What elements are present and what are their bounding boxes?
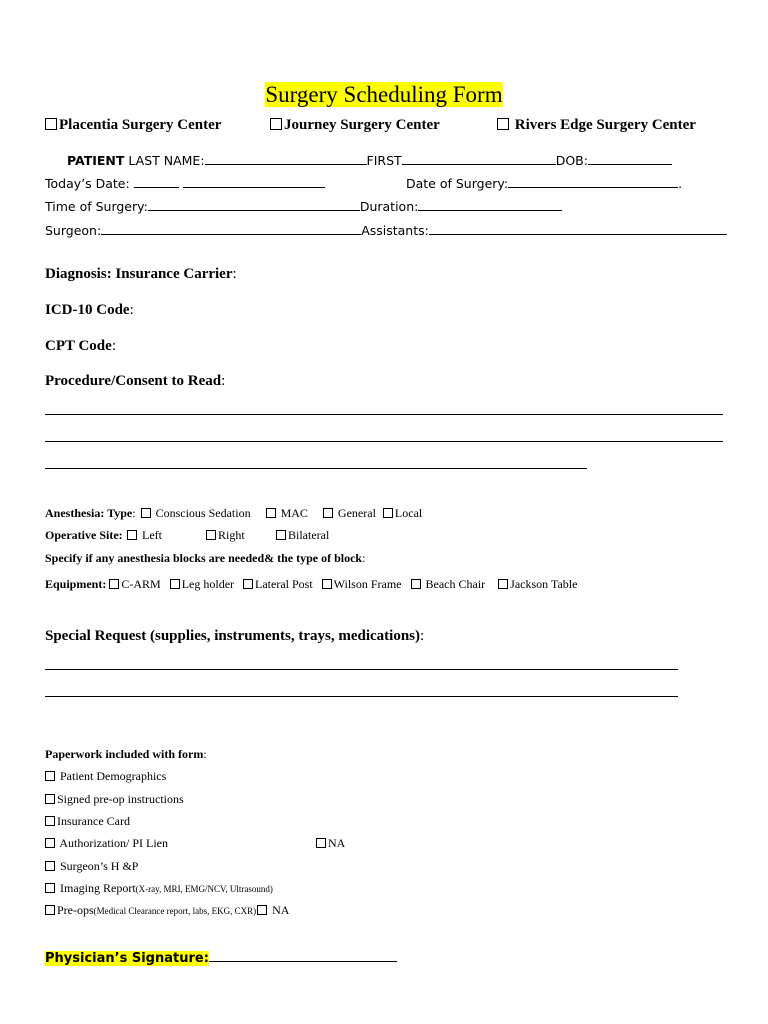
paperwork-heading: Paperwork included with form: xyxy=(45,747,207,761)
signature-field[interactable] xyxy=(209,960,397,962)
anesthesia-general[interactable]: General xyxy=(323,506,376,520)
todays-date-line xyxy=(134,186,179,188)
checkbox-icon[interactable] xyxy=(411,579,421,589)
special-request-line-2[interactable] xyxy=(45,696,678,697)
operative-site-bilateral[interactable]: Bilateral xyxy=(276,528,329,543)
surgeon-field[interactable] xyxy=(101,233,361,235)
anesthesia-local[interactable]: Local xyxy=(383,506,422,520)
procedure-row: Procedure/Consent to Read: xyxy=(45,373,226,389)
checkbox-icon[interactable] xyxy=(206,530,216,540)
paperwork-item[interactable]: Pre-ops(Medical Clearance report, labs, EKG, CXR) NA xyxy=(45,903,289,918)
operative-site-right[interactable]: Right xyxy=(206,528,245,543)
checkbox-icon[interactable] xyxy=(323,508,333,518)
checkbox-icon[interactable] xyxy=(141,508,151,518)
operative-site-row: Operative Site: xyxy=(45,528,123,542)
todays-date-row: Today’s Date: xyxy=(45,176,325,191)
equipment-c-arm[interactable]: C-ARM xyxy=(109,577,160,591)
equipment-beach-chair[interactable]: Beach Chair xyxy=(411,577,486,591)
checkbox-icon[interactable] xyxy=(45,883,55,893)
checkbox-icon[interactable] xyxy=(45,905,55,915)
equipment-leg-holder[interactable]: Leg holder xyxy=(170,577,234,591)
equipment-lateral-post[interactable]: Lateral Post xyxy=(243,577,313,591)
title-wrap xyxy=(0,82,768,108)
checkbox-icon[interactable] xyxy=(322,579,332,589)
checkbox-icon[interactable] xyxy=(127,530,137,540)
checkbox-icon[interactable] xyxy=(170,579,180,589)
date-of-surgery-field[interactable] xyxy=(508,186,678,188)
anesthesia-mac[interactable]: MAC xyxy=(266,506,308,520)
paperwork-item[interactable]: Insurance Card xyxy=(45,814,130,829)
cpt-row: CPT Code: xyxy=(45,338,116,354)
blocks-row: Specify if any anesthesia blocks are needed& the type of block: xyxy=(45,551,366,565)
paperwork-item[interactable]: Surgeon’s H &P xyxy=(45,859,138,874)
assistants-field[interactable] xyxy=(429,233,727,235)
center-placentia[interactable]: Placentia Surgery Center xyxy=(45,117,221,134)
checkbox-icon[interactable] xyxy=(45,861,55,871)
duration-field[interactable] xyxy=(418,209,562,211)
paperwork-item[interactable]: Imaging Report(X-ray, MRI, EMG/NCV, Ultrasound) xyxy=(45,881,273,896)
dob-field[interactable] xyxy=(588,163,672,165)
checkbox-icon[interactable] xyxy=(45,816,55,826)
signature-row: Physician’s Signature: xyxy=(45,951,397,966)
checkbox-icon[interactable] xyxy=(45,118,57,130)
diagnosis-row: Diagnosis: Insurance Carrier: xyxy=(45,266,237,282)
checkbox-icon[interactable] xyxy=(109,579,119,589)
last-name-field[interactable] xyxy=(205,163,367,165)
checkbox-icon[interactable] xyxy=(270,118,282,130)
special-request-line-1[interactable] xyxy=(45,669,678,670)
equipment-row: Equipment: C-ARM Leg holder Lateral Post Wilson Frame Beach Chair Jackson Table xyxy=(45,577,578,591)
procedure-line-3[interactable] xyxy=(45,468,587,469)
paperwork-na[interactable]: NA xyxy=(316,836,345,851)
page-title: Surgery Scheduling Form xyxy=(265,82,503,107)
paperwork-item[interactable]: Patient Demographics xyxy=(45,769,166,784)
procedure-line-1[interactable] xyxy=(45,414,723,415)
time-duration-row: Time of Surgery: Duration: xyxy=(45,199,562,214)
time-of-surgery-field[interactable] xyxy=(148,209,360,211)
checkbox-icon[interactable] xyxy=(498,579,508,589)
checkbox-icon[interactable] xyxy=(45,794,55,804)
checkbox-icon[interactable] xyxy=(45,838,55,848)
paperwork-item[interactable]: Signed pre-op instructions xyxy=(45,792,184,807)
equipment-wilson-frame[interactable]: Wilson Frame xyxy=(322,577,402,591)
date-of-surgery-row: Date of Surgery: . xyxy=(406,176,683,191)
procedure-line-2[interactable] xyxy=(45,441,723,442)
checkbox-icon[interactable] xyxy=(243,579,253,589)
todays-date-field[interactable] xyxy=(183,186,325,188)
checkbox-icon[interactable] xyxy=(497,118,509,130)
checkbox-icon[interactable] xyxy=(316,838,326,848)
checkbox-icon[interactable] xyxy=(257,905,267,915)
operative-site-left[interactable]: Left xyxy=(127,528,162,543)
center-rivers-edge[interactable]: Rivers Edge Surgery Center xyxy=(497,117,696,134)
icd-row: ICD-10 Code: xyxy=(45,302,134,318)
anesthesia-row: Anesthesia: Type: Conscious Sedation MAC General Local xyxy=(45,506,423,520)
checkbox-icon[interactable] xyxy=(266,508,276,518)
special-request-row: Special Request (supplies, instruments, trays, medications): xyxy=(45,628,425,644)
checkbox-icon[interactable] xyxy=(276,530,286,540)
surgeon-row: Surgeon: Assistants: xyxy=(45,223,727,238)
equipment-jackson-table[interactable]: Jackson Table xyxy=(498,577,577,591)
checkbox-icon[interactable] xyxy=(383,508,393,518)
paperwork-item[interactable]: Authorization/ PI Lien xyxy=(45,836,168,851)
center-journey[interactable]: Journey Surgery Center xyxy=(270,117,440,134)
anesthesia-conscious-sedation[interactable]: Conscious Sedation xyxy=(141,506,251,520)
first-name-field[interactable] xyxy=(402,163,556,165)
checkbox-icon[interactable] xyxy=(45,771,55,781)
patient-row: PATIENT LAST NAME: FIRST DOB: xyxy=(67,153,672,168)
